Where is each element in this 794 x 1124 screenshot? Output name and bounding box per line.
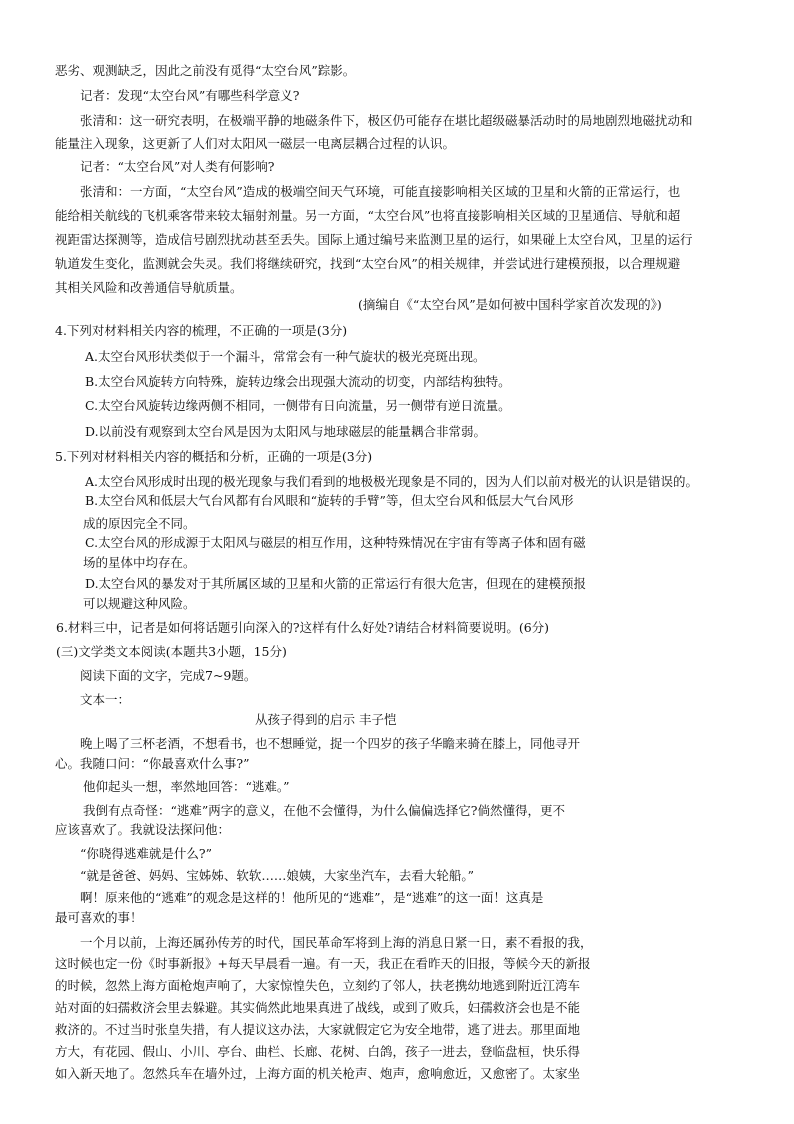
question-5-option-b: B.太空台风和低层大气台风都有台风眼和“旋转的手臂”等，但太空台风和低层大气台风形 xyxy=(85,493,574,508)
question-5-option-c-cont: 场的星体中均存在。 xyxy=(83,555,196,570)
story-line: 最可喜欢的事！ xyxy=(55,910,143,925)
question-5-option-d-cont: 可以规避这种风险。 xyxy=(83,596,196,611)
question-5-option-c: C.太空台风的形成源于太阳风与磁层的相互作用，这种特殊情况在宇宙有等离子体和固有磁 xyxy=(85,535,586,550)
story-line: 我倒有点奇怪：“逃难”两字的意义，在他不会懂得，为什么偏偏选择它?倘然懂得，更不 xyxy=(83,803,565,818)
instruction-line: 阅读下面的文字，完成7~9题。 xyxy=(80,668,257,683)
question-4-stem: 4.下列对材料相关内容的梳理，不正确的一项是(3分) xyxy=(55,323,348,338)
article-title: 从孩子得到的启示 丰子恺 xyxy=(255,712,397,727)
reporter-question: 记者：发现“太空台风”有哪些科学意义? xyxy=(80,88,300,103)
question-6-stem: 6.材料三中，记者是如何将话题引向深入的?这样有什么好处?请结合材料简要说明。(6分) xyxy=(56,620,550,635)
question-4-option-a: A.太空台风形状类似于一个漏斗，常常会有一种气旋状的极光亮斑出现。 xyxy=(85,349,486,364)
question-5-stem: 5.下列对材料相关内容的概括和分析，正确的一项是(3分) xyxy=(55,449,373,464)
answer-line: 轨道发生变化，监测就会失灵。我们将继续研究，找到“太空台风”的相关规律，并尝试进行建模预报，以合理规避 xyxy=(55,256,681,271)
story-line: 他仰起头一想，率然地回答：“逃难。” xyxy=(83,779,290,794)
story-line: 应该喜欢了。我就设法探问他： xyxy=(55,822,231,837)
question-5-option-b-cont: 成的原因完全不同。 xyxy=(83,516,196,531)
story-line: 救济的。不过当时张皇失措，有人提议这办法，大家就假定它为安全地带，逃了进去。那里面地 xyxy=(55,1022,581,1037)
section-header: (三)文学类文本阅读(本题共3小题，15分) xyxy=(56,644,287,659)
story-line: 啊！原来他的“逃难”的观念是这样的！他所见的“逃难”，是“逃难”的这一面！这真是 xyxy=(80,890,544,905)
story-line: 的时候，忽然上海方面枪炮声响了，大家惊惶失色，立刻约了邻人，扶老携幼地逃到附近江湾车 xyxy=(55,978,581,993)
answer-line: 其相关风险和改善通信导航质量。 xyxy=(55,280,243,295)
question-5-option-a: A.太空台风形成时出现的极光现象与我们看到的地极极光现象是不同的，因为人们以前对极光的认识是错误的。 xyxy=(85,474,699,489)
story-line: 方大，有花园、假山、小川、亭台、曲栏、长廊、花树、白鸽，孩子一进去，登临盘桓，快乐得 xyxy=(55,1044,581,1059)
story-line: 如入新天地了。忽然兵车在墙外过，上海方面的机关枪声、炮声，愈响愈近，又愈密了。太家坐 xyxy=(55,1066,581,1081)
story-line: “就是爸爸、妈妈、宝姊姊、软软……娘姨，大家坐汽车，去看大轮船。” xyxy=(80,868,475,883)
story-line: “你晓得逃难就是什么?” xyxy=(80,846,212,861)
story-line: 这时候也定一份《时事新报》+每天早晨看一遍。有一天，我正在看昨天的旧报，等候今天的新报 xyxy=(55,956,591,971)
answer-line: 视距雷达探测等，造成信号剧烈扰动甚至丢失。国际上通过编号来监测卫星的运行，如果碰上太空台风，卫星的运行 xyxy=(55,232,693,247)
question-4-option-d: D.以前没有观察到太空台风是因为太阳风与地球磁层的能量耦合非常弱。 xyxy=(85,424,487,439)
question-5-option-d: D.太空台风的暴发对于其所属区域的卫星和火箭的正常运行有很大危害，但现在的建模预报 xyxy=(85,576,587,591)
answer-line: 能量注入现象，这更新了人们对太阳风一磁层一电离层耦合过程的认识。 xyxy=(55,136,456,151)
paragraph-line: 恶劣、观测缺乏，因此之前没有觅得“太空台风”踪影。 xyxy=(55,63,356,78)
story-line: 一个月以前，上海还属孙传芳的时代，国民革命军将到上海的消息日紧一日，素不看报的我， xyxy=(80,935,593,950)
answer-line: 张清和：一方面，“太空台风”造成的极端空间天气环境，可能直接影响相关区域的卫星和火箭的正常运行，也 xyxy=(80,184,681,199)
story-line: 心。我随口问：“你最喜欢什么事?” xyxy=(55,756,250,771)
question-4-option-c: C.太空台风旋转边缘两侧不相同，一侧带有日向流量，另一侧带有逆日流量。 xyxy=(85,398,511,413)
question-4-option-b: B.太空台风旋转方向特殊，旋转边缘会出现强大流动的切变，内部结构独特。 xyxy=(85,374,511,389)
source-citation: (摘编自《“太空台风”是如何被中国科学家首次发现的》) xyxy=(358,297,662,312)
answer-line: 张清和：这一研究表明，在极端平静的地磁条件下，极区仍可能存在堪比超级磁暴活动时的局地剧烈地磁扰动和 xyxy=(80,113,693,128)
story-line: 晚上喝了三杯老酒，不想看书，也不想睡觉，捉一个四岁的孩子华瞻来骑在膝上，同他寻开 xyxy=(80,736,581,751)
answer-line: 能给相关航线的飞机乘客带来较太辐射剂量。另一方面，“太空台风”也将直接影响相关区域的卫星通信、导航和超 xyxy=(55,208,681,223)
reporter-question: 记者：“太空台风”对人类有何影响? xyxy=(80,159,275,174)
text-label: 文本一： xyxy=(80,692,131,707)
story-line: 站对面的妇孺救济会里去躲避。其实倘然此地果真进了战线，或到了败兵，妇孺救济会也是不能 xyxy=(55,1000,581,1015)
